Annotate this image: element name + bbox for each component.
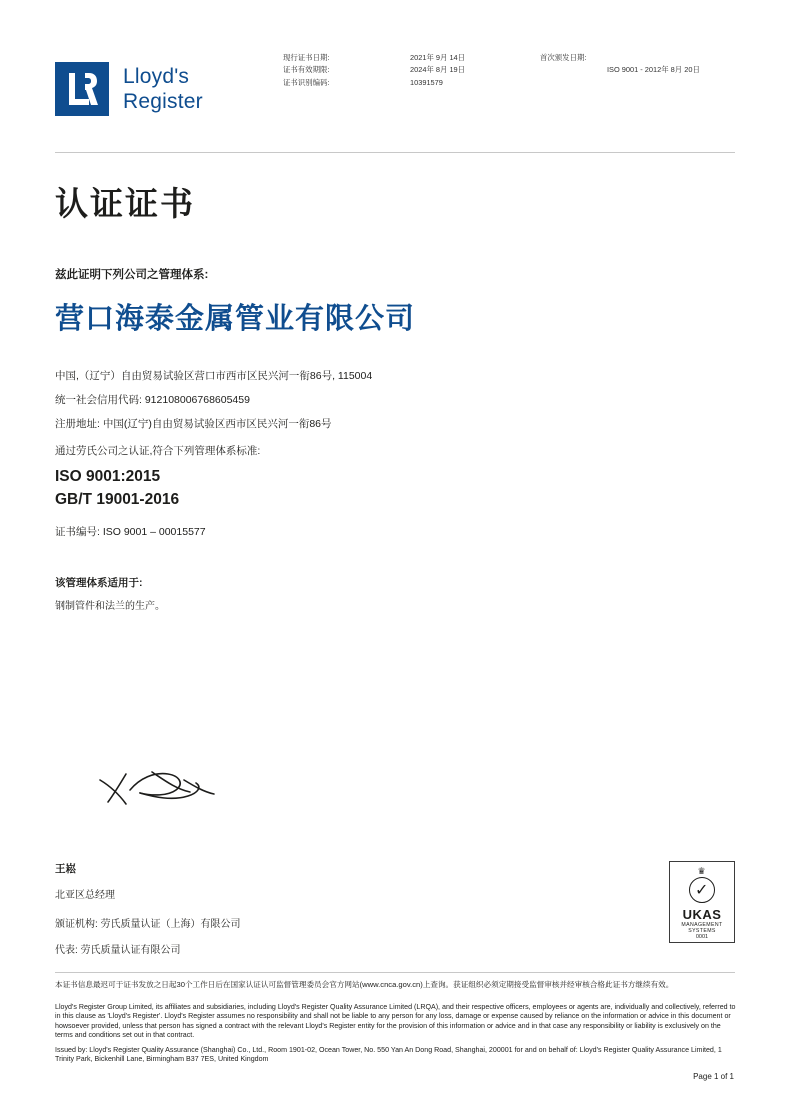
first-issue-label: 首次颁发日期: xyxy=(540,53,587,62)
ukas-accreditation-mark xyxy=(669,861,735,943)
intro-text: 兹此证明下列公司之管理体系: xyxy=(55,269,209,281)
footer-english-paragraph-2: Issued by: Lloyd's Register Quality Assurance (Shanghai) Co., Ltd., Room 1901-02, Ocean Tower, No. 550 Yan An Dong Road, Shanghai, 200001 for and on behalf of: Lloyd's Register Quality Assurance Limited, 1 Trinity Park, Bickenhill Lane, Birmingham B37 7ES, United Kingdom xyxy=(55,1045,722,1064)
standard-item-2: GB/T 19001-2016 xyxy=(55,491,180,508)
header-divider xyxy=(55,152,735,153)
address-line-3: 注册地址: 中国(辽宁)自由贸易试验区西市区民兴河一衔86号 xyxy=(55,418,332,430)
signatory-name: 王崧 xyxy=(55,863,76,875)
meta-labels-left xyxy=(283,52,329,89)
representative-line: 代表: 劳氏质量认证有限公司 xyxy=(55,945,181,956)
footer-english-note xyxy=(55,1003,737,1069)
certificate-number: 证书编号: ISO 9001 – 00015577 xyxy=(55,526,206,538)
scope-heading: 该管理体系适用于: xyxy=(55,577,143,589)
page-number: Page 1 of 1 xyxy=(693,1072,734,1081)
footer-english-paragraph-1: Lloyd's Register Group Limited, its affiliates and subsidiaries, including Lloyd's Register Quality Assurance Limited (LRQA), and their respective officers, employees or agents are, individually and collectively, referred to in this clause as 'Lloyd's Register'. Lloyd's Register assumes no responsibility and shall not be liable to any person for any loss, damage or expense caused by reliance on the information or advice in this document or howsoever provided, unless that person has signed a contract with the relevant Lloyd's Register entity for the provision of this information or advice and in that case any responsibility or liability is exclusively on the terms and conditions set out in that contract. xyxy=(55,1003,736,1040)
current-issue-value: 2021年 9月 14日 xyxy=(410,53,466,62)
valid-until-value: 2024年 8月 19日 xyxy=(410,65,466,75)
valid-until-label: 证书有效期限: xyxy=(283,65,330,75)
ukas-subtitle-line1: MANAGEMENT xyxy=(681,922,723,928)
logo-wordmark-line2: Register xyxy=(123,90,203,113)
address-block xyxy=(55,364,372,436)
crown-icon: ♛ xyxy=(697,866,707,876)
first-issue-value: ISO 9001 - 2012年 8月 20日 xyxy=(607,65,700,74)
page-title: 认证证书 xyxy=(55,185,195,222)
current-issue-label: 现行证书日期: xyxy=(283,53,330,62)
standards-list xyxy=(55,465,179,511)
logo-wordmark xyxy=(123,62,203,114)
meta-labels-right xyxy=(540,52,586,64)
tick-glyph: ✓ xyxy=(695,882,709,899)
handwritten-signature xyxy=(96,760,226,820)
meta-values-left xyxy=(410,52,465,89)
signatory-role: 北亚区总经理 xyxy=(55,890,115,901)
standards-note: 通过劳氏公司之认证,符合下列管理体系标准: xyxy=(55,445,261,457)
lr-monogram-icon xyxy=(55,62,109,116)
address-line-1: 中国,（辽宁）自由贸易试验区营口市西市区民兴河一衔86号, 115004 xyxy=(55,370,373,382)
issuer-line: 颁证机构: 劳氏质量认证（上海）有限公司 xyxy=(55,919,241,930)
address-line-2: 统一社会信用代码: 912108006768605459 xyxy=(55,394,250,406)
scope-body: 钢制管件和法兰的生产。 xyxy=(55,601,165,612)
ukas-subtitle-line2: SYSTEMS xyxy=(688,928,716,934)
footer-divider xyxy=(55,972,735,973)
ukas-number: 0001 xyxy=(695,934,709,940)
meta-values-right xyxy=(607,64,700,76)
ukas-subtitle xyxy=(670,922,734,934)
standard-item-1: ISO 9001:2015 xyxy=(55,468,161,485)
ukas-name: UKAS xyxy=(682,907,722,922)
company-name: 营口海泰金属管业有限公司 xyxy=(55,303,416,335)
cert-id-value: 10391579 xyxy=(410,77,443,87)
logo-wordmark-line1: Lloyd's xyxy=(123,65,190,88)
tick-circle-icon xyxy=(689,877,715,903)
document-header xyxy=(0,0,789,152)
footer-chinese-note: 本证书信息最迟可于证书发放之日起30个工作日后在国家认证认可监督管理委员会官方网站(www.cnca.gov.cn)上查询。获证组织必须定期接受监督审核并经审核合格此证书方继续有效。 xyxy=(55,980,674,989)
cert-id-label: 证书识别编码: xyxy=(283,77,330,87)
lloyds-register-logo xyxy=(55,62,203,116)
